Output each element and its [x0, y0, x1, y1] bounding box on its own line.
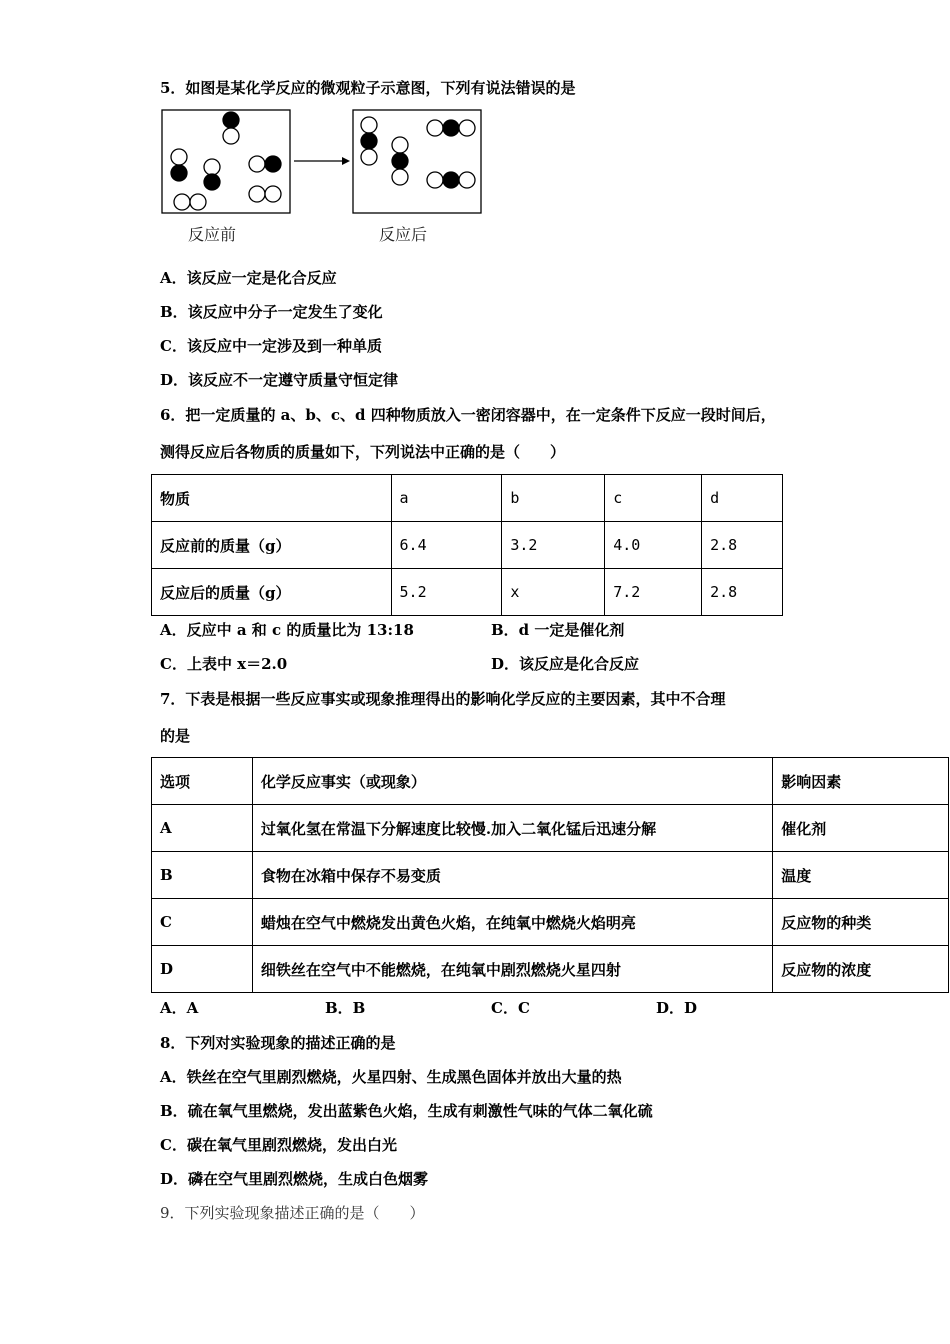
- header-cell: 影响因素: [773, 758, 949, 805]
- table-cell: 过氧化氢在常温下分解速度比较慢.加入二氧化锰后迅速分解: [252, 805, 772, 852]
- q6-option-a: A．反应中 a 和 c 的质量比为 13:18: [160, 621, 414, 639]
- table-row: [152, 946, 949, 993]
- table-cell: 反应前的质量（g）: [152, 522, 392, 569]
- table-cell: 2.8: [702, 522, 783, 569]
- table-cell: x: [502, 569, 605, 616]
- table-row: [152, 899, 949, 946]
- header-cell: a: [391, 475, 502, 522]
- q5-option-b: B．该反应中分子一定发生了变化: [160, 303, 383, 321]
- table-cell: 反应物的种类: [773, 899, 949, 946]
- q7-factor-table: [151, 757, 949, 993]
- table-cell: 反应物的浓度: [773, 946, 949, 993]
- table-row: [152, 852, 949, 899]
- table-cell: 3.2: [502, 522, 605, 569]
- table-cell: B: [152, 852, 253, 899]
- table-row: [152, 805, 949, 852]
- table-row: [152, 522, 783, 569]
- table-cell: 催化剂: [773, 805, 949, 852]
- table-cell: 2.8: [702, 569, 783, 616]
- table-cell: 蜡烛在空气中燃烧发出黄色火焰，在纯氧中燃烧火焰明亮: [252, 899, 772, 946]
- q5-option-a: A．该反应一定是化合反应: [160, 269, 337, 287]
- table-header-row: [152, 475, 783, 522]
- q8-option-d: D．磷在空气里剧烈燃烧，生成白色烟雾: [160, 1170, 429, 1188]
- table-header-row: [152, 758, 949, 805]
- header-cell: c: [605, 475, 702, 522]
- q7-question-line2: 的是: [160, 727, 191, 745]
- table-cell: 4.0: [605, 522, 702, 569]
- table-cell: 5.2: [391, 569, 502, 616]
- q6-question-line1: 6．把一定质量的 a、b、c、d 四种物质放入一密闭容器中，在一定条件下反应一段时间后，: [160, 406, 776, 424]
- q7-option-b: B．B: [325, 999, 366, 1017]
- header-cell: 化学反应事实（或现象）: [252, 758, 772, 805]
- table-cell: 细铁丝在空气中不能燃烧，在纯氧中剧烈燃烧火星四射: [252, 946, 772, 993]
- caption-before: 反应前: [188, 225, 237, 244]
- q6-option-b: B．d 一定是催化剂: [491, 621, 625, 639]
- q8-option-c: C．碳在氧气里剧烈燃烧，发出白光: [160, 1136, 397, 1154]
- caption-after: 反应后: [379, 225, 428, 244]
- q6-mass-table: [151, 474, 783, 616]
- table-cell: C: [152, 899, 253, 946]
- q9-question: 9．下列实验现象描述正确的是（ ）: [160, 1204, 425, 1222]
- table-cell: 食物在冰箱中保存不易变质: [252, 852, 772, 899]
- q5-option-c: C．该反应中一定涉及到一种单质: [160, 337, 382, 355]
- after-particles: [361, 117, 475, 188]
- q5-option-d: D．该反应不一定遵守质量守恒定律: [160, 371, 399, 389]
- q5-question: 5．如图是某化学反应的微观粒子示意图，下列有说法错误的是: [160, 79, 576, 97]
- q6-question-line2: 测得反应后各物质的质量如下，下列说法中正确的是（ ）: [160, 443, 566, 461]
- table-row: [152, 569, 783, 616]
- table-cell: 温度: [773, 852, 949, 899]
- q7-option-a: A．A: [160, 999, 199, 1017]
- before-particles: [171, 112, 281, 210]
- header-cell: d: [702, 475, 783, 522]
- q7-option-c: C．C: [491, 999, 530, 1017]
- arrow-icon: [294, 157, 350, 165]
- q6-option-c: C．上表中 x＝2.0: [160, 655, 288, 673]
- q8-option-b: B．硫在氧气里燃烧，发出蓝紫色火焰，生成有刺激性气味的气体二氧化硫: [160, 1102, 653, 1120]
- q8-question: 8．下列对实验现象的描述正确的是: [160, 1034, 396, 1052]
- table-cell: D: [152, 946, 253, 993]
- header-cell: 物质: [152, 475, 392, 522]
- q7-option-d: D．D: [656, 999, 698, 1017]
- table-cell: 反应后的质量（g）: [152, 569, 392, 616]
- q7-question-line1: 7．下表是根据一些反应事实或现象推理得出的影响化学反应的主要因素，其中不合理: [160, 690, 726, 708]
- table-cell: 6.4: [391, 522, 502, 569]
- q8-option-a: A．铁丝在空气里剧烈燃烧，火星四射、生成黑色固体并放出大量的热: [160, 1068, 622, 1086]
- table-cell: 7.2: [605, 569, 702, 616]
- header-cell: b: [502, 475, 605, 522]
- reaction-diagram: [160, 108, 490, 218]
- table-cell: A: [152, 805, 253, 852]
- q6-option-d: D．该反应是化合反应: [491, 655, 640, 673]
- header-cell: 选项: [152, 758, 253, 805]
